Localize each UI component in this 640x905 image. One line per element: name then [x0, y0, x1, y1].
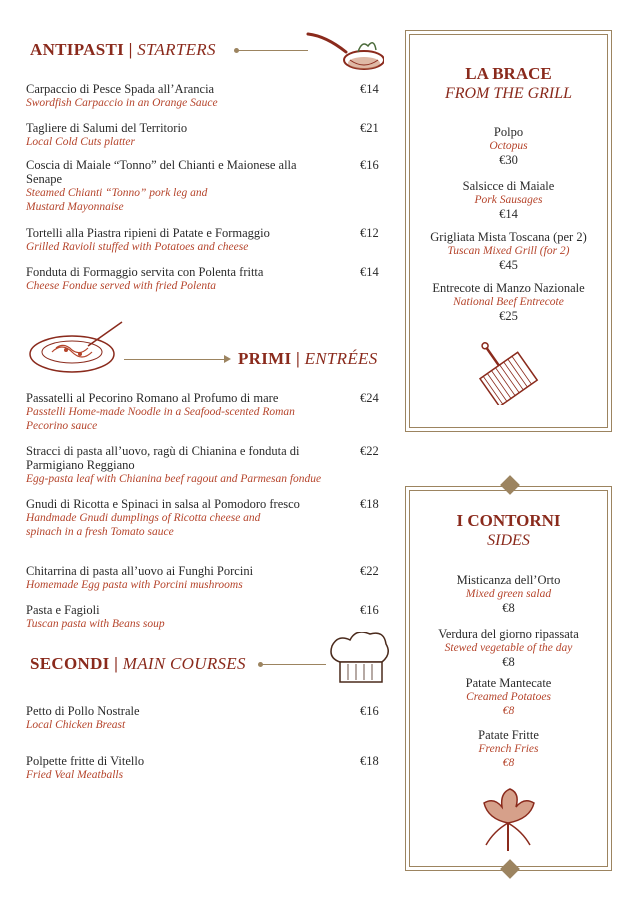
dish-name: Chitarrina di pasta all’uovo ai Funghi Porcini: [26, 564, 254, 578]
dish-translation: Local Chicken Breast: [26, 719, 126, 731]
dish-translation: Egg-pasta leaf with Chianina beef ragout and Parmesan fondue: [26, 473, 322, 485]
dish-name: Tagliere di Salumi del Territorio: [26, 121, 188, 135]
dish-price: €30: [499, 153, 518, 167]
menu-item: [406, 230, 611, 272]
dish-translation: Handmade Gnudi dumplings of Ricotta cheese and spinach in a fresh Tomato sauce: [26, 512, 261, 538]
menu-item: [26, 564, 379, 592]
dish-name: Petto di Pollo Nostrale: [26, 704, 140, 718]
dish-name: Entrecote di Manzo Nazionale: [432, 281, 585, 295]
dish-price: €14: [499, 207, 518, 221]
dish-name: Fonduta di Formaggio servita con Polenta fritta: [26, 265, 264, 279]
dish-translation: Swordfish Carpaccio in an Orange Sauce: [26, 97, 218, 109]
dish-price: €8: [502, 705, 515, 717]
menu-item: [26, 158, 379, 214]
menu-item: [26, 497, 379, 539]
la-brace-title: LA BRACE: [465, 64, 552, 83]
primi-title-italic: ENTRÉES: [304, 349, 378, 368]
dish-translation: Local Cold Cuts platter: [26, 136, 135, 148]
dish-translation: Passtelli Home-made Noodle in a Seafood-scented Roman Pecorino sauce: [26, 406, 295, 432]
dish-price: €14: [360, 265, 379, 279]
primi-title: [238, 349, 378, 369]
menu-item: [26, 226, 379, 254]
dish-name: Salsicce di Maiale: [462, 179, 555, 193]
ornament-line: [124, 359, 224, 360]
contorni-title: I CONTORNI: [456, 511, 561, 530]
dish-translation: Stewed vegetable of the day: [444, 642, 573, 654]
dish-translation: Tuscan Mixed Grill (for 2): [447, 245, 570, 257]
dish-name: Verdura del giorno ripassata: [438, 627, 579, 641]
dish-name: Patate Fritte: [478, 728, 539, 742]
dish-name: Passatelli al Pecorino Romano al Profumo di mare: [26, 391, 279, 405]
ornament-line: [262, 664, 326, 665]
menu-item: [406, 125, 611, 167]
dish-price: €22: [360, 564, 379, 578]
dish-translation: Octopus: [489, 140, 528, 152]
dish-price: €18: [360, 497, 379, 511]
dish-price: €8: [502, 601, 515, 615]
dish-translation: Steamed Chianti “Tonno” pork leg and Mustard Mayonnaise: [26, 187, 208, 213]
dish-name: Stracci di pasta all’uovo, ragù di Chianina e fonduta di Parmigiano Reggiano: [26, 444, 300, 472]
menu-item: [26, 704, 379, 732]
dish-name: Tortelli alla Piastra ripieni di Patate e Formaggio: [26, 226, 270, 240]
dish-price: €8: [502, 757, 515, 769]
menu-item: [406, 281, 611, 323]
dish-name: Carpaccio di Pesce Spada all’Arancia: [26, 82, 215, 96]
dish-translation: National Beef Entrecote: [453, 296, 564, 308]
dish-name: Polpette fritte di Vitello: [26, 754, 145, 768]
menu-item: [26, 121, 379, 149]
menu-item: [26, 265, 379, 293]
antipasti-title-main: ANTIPASTI |: [30, 40, 133, 59]
contorni-panel: [405, 486, 612, 871]
dish-translation: Mixed green salad: [465, 588, 552, 600]
la-brace-panel: [405, 30, 612, 432]
grill-basket-illustration-icon: [470, 333, 548, 405]
dish-name: Coscia di Maiale “Tonno” del Chianti e Maionese alla Senape: [26, 158, 297, 186]
dish-name: Grigliata Mista Toscana (per 2): [430, 230, 587, 244]
ornament-line: [238, 50, 308, 51]
dish-translation: French Fries: [478, 743, 539, 755]
dish-price: €16: [360, 704, 379, 718]
dish-translation: Pork Sausages: [474, 194, 543, 206]
dish-name: Patate Mantecate: [465, 676, 552, 690]
dish-name: Gnudi di Ricotta e Spinaci in salsa al Pomodoro fresco: [26, 497, 300, 511]
dish-name: Pasta e Fagioli: [26, 603, 100, 617]
pan-illustration-icon: [306, 26, 384, 74]
dish-translation: Creamed Potatoes: [466, 691, 551, 703]
menu-item: [406, 676, 611, 718]
menu-item: [26, 391, 379, 433]
menu-item: [26, 82, 379, 110]
dish-price: €25: [499, 309, 518, 323]
dish-translation: Fried Veal Meatballs: [26, 769, 124, 781]
la-brace-subtitle: FROM THE GRILL: [444, 85, 573, 102]
menu-item: [26, 603, 379, 631]
dish-translation: Tuscan pasta with Beans soup: [26, 618, 165, 630]
menu-item: [26, 444, 379, 486]
dish-translation: Homemade Egg pasta with Porcini mushrooms: [26, 579, 243, 591]
dish-price: €12: [360, 226, 379, 240]
dish-price: €24: [360, 391, 379, 405]
antipasti-title: [30, 40, 216, 60]
dish-price: €18: [360, 754, 379, 768]
chef-hat-illustration-icon: [328, 632, 392, 688]
secondi-title-italic: MAIN COURSES: [122, 654, 246, 673]
dish-name: Misticanza dell’Orto: [456, 573, 561, 587]
dish-price: €21: [360, 121, 379, 135]
ornament-arrow: [224, 355, 231, 363]
primi-title-main: PRIMI |: [238, 349, 301, 368]
menu-item: [26, 754, 379, 782]
dish-price: €16: [360, 603, 379, 617]
dish-name: Polpo: [493, 125, 524, 139]
menu-item: [406, 179, 611, 221]
dish-price: €14: [360, 82, 379, 96]
secondi-title: [30, 654, 246, 674]
menu-item: [406, 728, 611, 770]
dish-price: €22: [360, 444, 379, 458]
dish-translation: Grilled Ravioli stuffed with Potatoes and cheese: [26, 241, 249, 253]
menu-item: [406, 573, 611, 615]
menu-item: [406, 627, 611, 669]
antipasti-title-italic: STARTERS: [137, 40, 216, 59]
lettuce-illustration-icon: [476, 783, 540, 855]
dish-translation: Cheese Fondue served with fried Polenta: [26, 280, 217, 292]
dish-price: €8: [502, 655, 515, 669]
dish-price: €45: [499, 258, 518, 272]
pasta-plate-illustration-icon: [26, 318, 126, 378]
dish-price: €16: [360, 158, 379, 172]
secondi-title-main: SECONDI |: [30, 654, 119, 673]
contorni-subtitle: SIDES: [487, 532, 530, 549]
